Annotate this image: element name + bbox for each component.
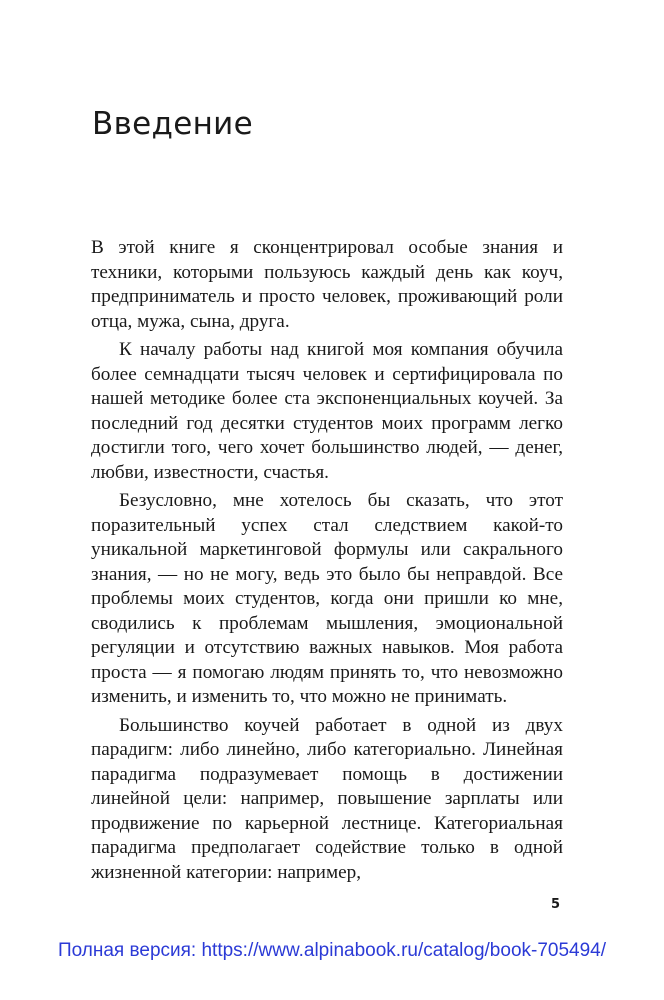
paragraph-3: Безусловно, мне хотелось бы сказать, что этот поразительный успех стал следствием какой-то уникальной маркетинговой формулы или сакрального знания, — но не могу, ведь это было бы неправдой. Все проблемы моих студентов, когда они пришли ко мне, сводились к проблемам мышления, эмоциональной регуляции и отсутствию важных навыков. Моя работа проста — я помогаю людям принять то, что невозможно изменить, и изменить то, что можно не принимать. bbox=[91, 490, 563, 707]
paragraph-4: Большинство коучей работает в одной из двух парадигм: либо линейно, либо категориально. Линейная парадигма подразумевает помощь в достижении линейной цели: например, повышение зарплаты или продвижение по карьерной лестнице. Категориальная парадигма предполагает содействие только в одной жизненной категории: например, bbox=[91, 714, 563, 883]
body-text bbox=[91, 236, 563, 889]
paragraph-1: В этой книге я сконцентрировал особые знания и техники, которыми пользуюсь каждый день как коуч, предприниматель и просто человек, проживающий роли отца, мужа, сына, друга. bbox=[91, 237, 563, 332]
chapter-title: Введение bbox=[92, 106, 254, 142]
page-number: 5 bbox=[550, 897, 560, 912]
paragraph-2: К началу работы над книгой моя компания обучила более семнадцати тысяч человек и сертифицировала по нашей методике более ста экспоненциальных коучей. За последний год десятки студентов моих программ легко достигли того, чего хочет большинство людей, — денег, любви, известности, счастья. bbox=[91, 339, 563, 483]
full-version-link[interactable]: Полная версия: https://www.alpinabook.ru/catalog/book-705494/ bbox=[57, 940, 607, 961]
